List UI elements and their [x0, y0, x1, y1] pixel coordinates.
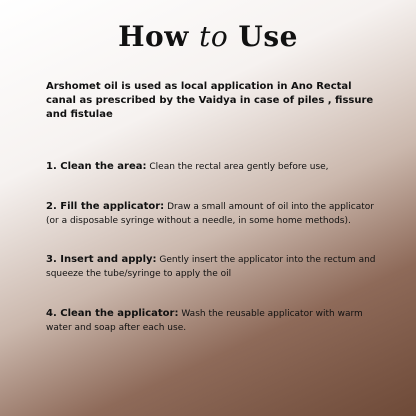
intro-text: Arshomet oil is used as local application in Ano Rectal canal as prescribed by the Vaidya in case of piles , fissure and fistulae [46, 81, 374, 120]
title-to: to [199, 20, 229, 53]
step-1-label: 1. Clean the area: [46, 161, 147, 172]
step-2-label: 2. Fill the applicator: [46, 201, 165, 212]
step-2-text: Draw a small amount of oil into the applicator (or a disposable syringe without a needle, in some home methods). [46, 202, 375, 226]
step-4 [46, 307, 376, 335]
step-3-text: Gently insert the applicator into the rectum and squeeze the tube/syringe to apply the oil [46, 255, 376, 279]
step-1-text: Clean the rectal area gently before use, [149, 162, 329, 172]
step-2 [46, 200, 376, 228]
title-use: Use [238, 20, 298, 53]
step-3-label: 3. Insert and apply: [46, 254, 157, 265]
title-how: How [118, 20, 189, 53]
page-title [0, 20, 416, 53]
step-4-label: 4. Clean the applicator: [46, 308, 179, 319]
step-4-text: Wash the reusable applicator with warm water and soap after each use. [46, 309, 363, 333]
step-3 [46, 253, 376, 281]
step-1 [46, 160, 376, 174]
